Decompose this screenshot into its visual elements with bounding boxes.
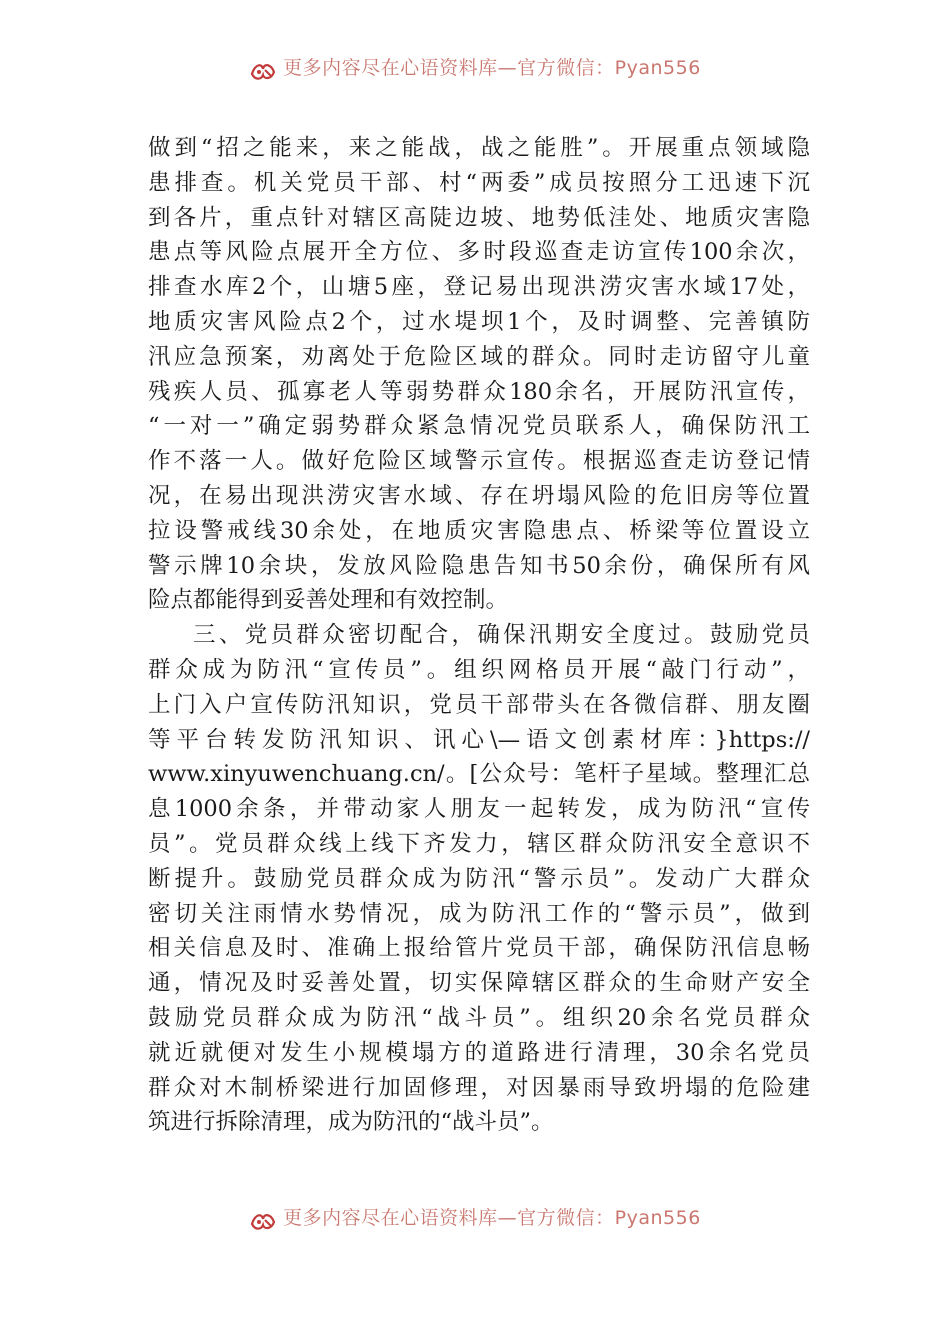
text-line: 残疾人员、孤寡老人等弱势群众180余名，开展防汛宣传，: [148, 378, 810, 405]
text-line: 警示牌10余块，发放风险隐患告知书50余份，确保所有风: [148, 552, 810, 579]
text-line: 筑进行拆除清理，成为防汛的“战斗员”。: [148, 1109, 554, 1136]
header-banner: [0, 56, 950, 86]
brand-logo-icon: [249, 1210, 277, 1232]
text-line: 群众成为防汛“宣传员”。组织网格员开展“敲门行动”，: [148, 656, 810, 683]
footer-banner-text: 更多内容尽在心语资料库—官方微信：Pyan556: [283, 1206, 701, 1229]
text-line: 断提升。鼓励党员群众成为防汛“警示员”。发动广大群众: [148, 865, 810, 892]
text-line: “一对一”确定弱势群众紧急情况党员联系人，确保防汛工: [148, 413, 810, 440]
text-line: 员”。党员群众线上线下齐发力，辖区群众防汛安全意识不: [148, 830, 810, 857]
text-line: 排查水库2个，山塘5座，登记易出现洪涝灾害水域17处，: [148, 274, 810, 301]
brand-logo-icon: [249, 60, 277, 82]
header-banner-text: 更多内容尽在心语资料库—官方微信：Pyan556: [283, 56, 701, 79]
document-body: [148, 131, 810, 1140]
text-line: 险点都能得到妥善处理和有效控制。: [148, 587, 509, 614]
text-line: 患点等风险点展开全方位、多时段巡查走访宣传100余次，: [148, 239, 810, 266]
text-line: 到各片，重点针对辖区高陡边坡、地势低洼处、地质灾害隐: [148, 204, 810, 231]
text-line: 做到“招之能来，来之能战，战之能胜”。开展重点领域隐: [148, 135, 810, 161]
text-line: 群众对木制桥梁进行加固修理，对因暴雨导致坍塌的危险建: [148, 1074, 810, 1101]
text-line: 患排查。机关党员干部、村“两委”成员按照分工迅速下沉: [148, 169, 810, 196]
text-line: 息1000余条，并带动家人朋友一起转发，成为防汛“宣传: [148, 796, 810, 823]
text-line: 通，情况及时妥善处置，切实保障辖区群众的生命财产安全: [148, 970, 810, 997]
section-heading-line: 三、党员群众密切配合，确保汛期安全度过。鼓励党员: [193, 622, 810, 649]
text-line: 地质灾害风险点2个，过水堤坝1个，及时调整、完善镇防: [148, 308, 810, 335]
text-line: 就近就便对发生小规模塌方的道路进行清理，30余名党员: [148, 1039, 810, 1066]
text-line: www.xinyuwenchuang.cn/。[公众号：笔杆子星域。整理汇总: [148, 761, 810, 788]
text-line: 汛应急预案，劝离处于危险区域的群众。同时走访留守儿童: [148, 343, 810, 370]
text-line: 拉设警戒线30余处，在地质灾害隐患点、桥梁等位置设立: [148, 517, 810, 544]
text-line: 等平台转发防汛知识、讯心\—语文创素材库：}https://: [148, 726, 810, 753]
text-line: 作不落一人。做好危险区域警示宣传。根据巡查走访登记情: [148, 448, 810, 475]
text-line: 上门入户宣传防汛知识，党员干部带头在各微信群、朋友圈: [148, 691, 810, 718]
footer-banner: [0, 1206, 950, 1236]
text-line: 密切关注雨情水势情况，成为防汛工作的“警示员”，做到: [148, 900, 810, 927]
text-line: 相关信息及时、准确上报给管片党员干部，确保防汛信息畅: [148, 935, 810, 962]
text-line: 鼓励党员群众成为防汛“战斗员”。组织20余名党员群众: [148, 1004, 810, 1031]
text-line: 况，在易出现洪涝灾害水域、存在坍塌风险的危旧房等位置: [148, 482, 810, 509]
